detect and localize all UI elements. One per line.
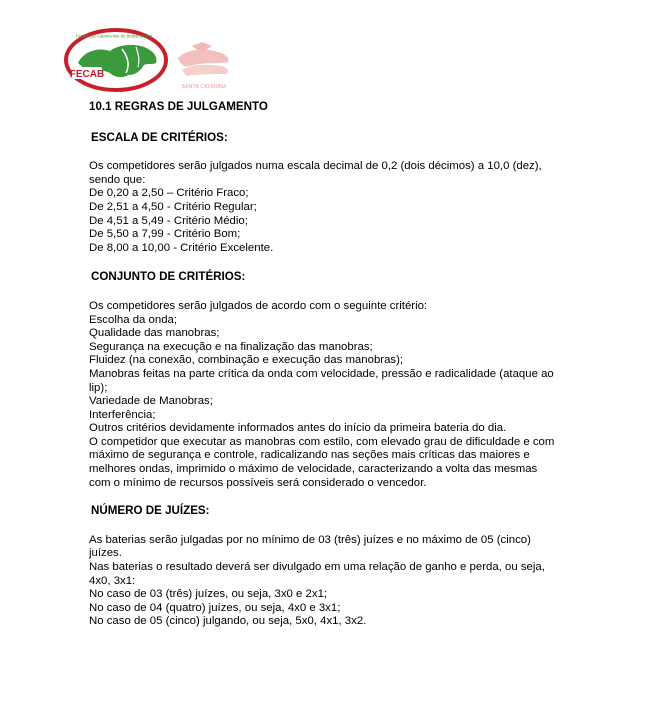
document-body — [89, 100, 589, 629]
text-line: Os competidores serão julgados numa escala decimal de 0,2 (dois décimos) a 10,0 (dez), — [89, 160, 542, 173]
text-line: De 4,51 a 5,49 - Critério Médio; — [89, 214, 248, 227]
text-line: Outros critérios devidamente informados antes do início da primeira bateria do dia. — [89, 422, 507, 435]
section-paragraph — [89, 160, 589, 255]
text-line: Segurança na execução e na finalização das manobras; — [89, 340, 373, 353]
text-line: sendo que: — [89, 173, 146, 186]
text-line: Escolha da onda; — [89, 313, 178, 326]
text-line: No caso de 03 (três) juízes, ou seja, 3x0 e 2x1; — [89, 588, 328, 601]
section-heading: NÚMERO DE JUÍZES: — [91, 504, 210, 518]
text-line: juízes. — [89, 547, 122, 560]
text-line: As baterias serão julgadas por no mínimo de 03 (três) juízes e no máximo de 05 (cinco) — [89, 533, 531, 546]
text-line: lip); — [89, 381, 108, 394]
header-logos — [64, 22, 264, 92]
text-line: Nas baterias o resultado deverá ser divulgado em uma relação de ganho e perda, ou seja, — [89, 561, 545, 574]
fecab-logo — [64, 27, 169, 93]
text-line: melhores ondas, imprimido o máximo de velocidade, caracterizando a volta das mesmas — [89, 463, 538, 476]
text-line: No caso de 05 (cinco) julgando, ou seja, 5x0, 4x1, 3x2. — [89, 615, 367, 628]
text-line: Os competidores serão julgados de acordo com o seguinte critério: — [89, 299, 428, 312]
document-title: 10.1 REGRAS DE JULGAMENTO — [89, 100, 268, 113]
text-line: Qualidade das manobras; — [89, 327, 220, 340]
santa-catarina-logo — [172, 38, 236, 94]
text-line: Manobras feitas na parte crítica da onda com velocidade, pressão e radicalidade (ataque ao — [89, 367, 554, 380]
text-line: 4x0, 3x1: — [89, 574, 136, 587]
text-line: O competidor que executar as manobras com estilo, com elevado grau de dificuldade e com — [89, 435, 555, 448]
text-line: máximo de segurança e controle, radicalizando nas seções mais críticas das maiores e — [89, 449, 530, 462]
fecab-ring-text: Federação Catarinense de Bodyboarding — [75, 33, 153, 39]
text-line: No caso de 04 (quatro) juízes, ou seja, 4x0 e 3x1; — [89, 601, 341, 614]
document-sections — [89, 131, 589, 629]
text-line: Fluidez (na conexão, combinação e execução das manobras); — [89, 354, 404, 367]
text-line: De 2,51 a 4,50 - Critério Regular; — [89, 200, 257, 213]
text-line: Variedade de Manobras; — [89, 395, 213, 408]
text-line: De 0,20 a 2,50 – Critério Fraco; — [89, 187, 249, 200]
text-line: De 8,00 a 10,00 - Critério Excelente. — [89, 241, 274, 254]
santa-catarina-text: SANTA CATARINA — [181, 84, 227, 90]
text-line: Interferência; — [89, 408, 156, 421]
text-line: De 5,50 a 7,99 - Critério Bom; — [89, 228, 241, 241]
fecab-logo-text: FECAB — [69, 69, 105, 80]
section-heading: ESCALA DE CRITÉRIOS: — [91, 130, 228, 144]
section-paragraph — [89, 300, 589, 490]
section-heading: CONJUNTO DE CRITÉRIOS: — [91, 270, 246, 284]
text-line: com o mínimo de recursos possíveis será considerado o vencedor. — [89, 476, 427, 489]
section-paragraph — [89, 534, 589, 629]
